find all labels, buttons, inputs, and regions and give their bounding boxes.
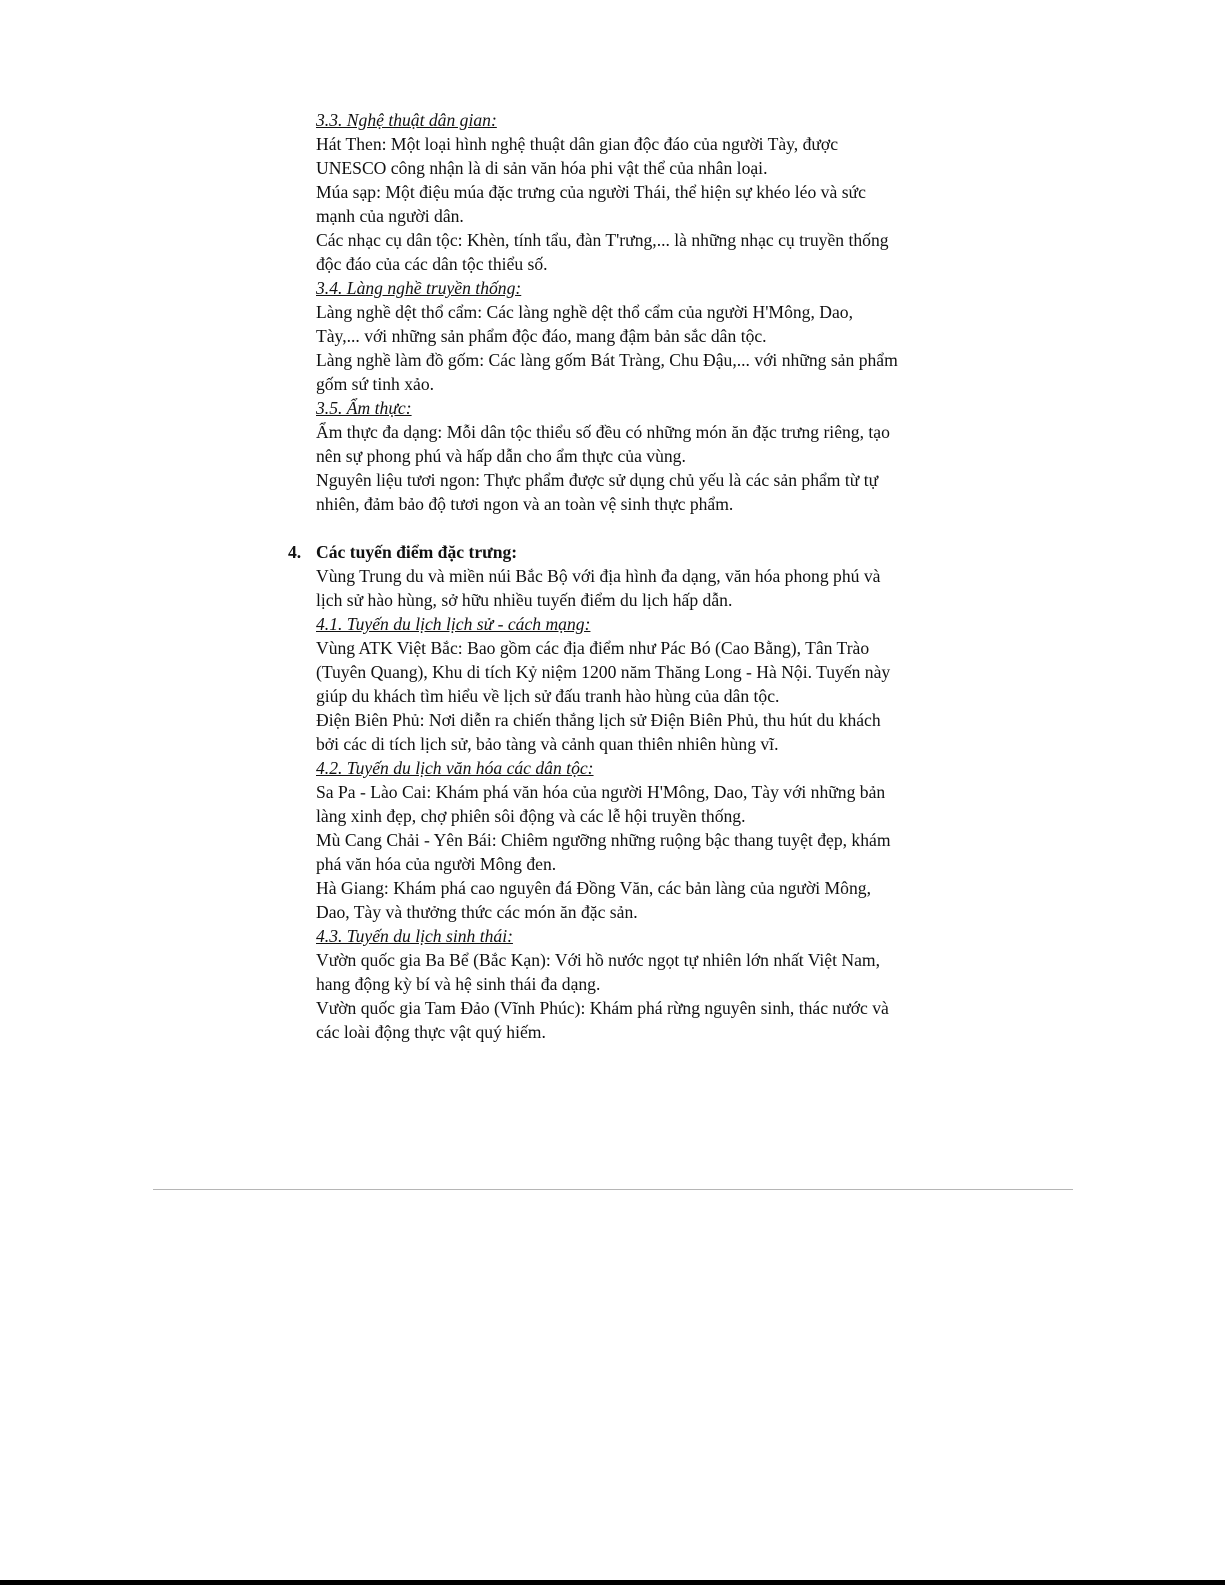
paragraph-line: làng xinh đẹp, chợ phiên sôi động và các lễ hội truyền thống. xyxy=(316,806,746,826)
paragraph-line: Điện Biên Phủ: Nơi diễn ra chiến thắng lịch sử Điện Biên Phủ, thu hút du khách xyxy=(316,710,881,730)
paragraph-line: Múa sạp: Một điệu múa đặc trưng của người Thái, thể hiện sự khéo léo và sức xyxy=(316,182,866,202)
paragraph-line: Hát Then: Một loại hình nghệ thuật dân gian độc đáo của người Tày, được xyxy=(316,134,839,154)
paragraph-line: Vùng Trung du và miền núi Bắc Bộ với địa hình đa dạng, văn hóa phong phú và xyxy=(316,566,881,586)
paragraph-line: Sa Pa - Lào Cai: Khám phá văn hóa của người H'Mông, Dao, Tày với những bản xyxy=(316,782,886,802)
subheading-4-1: 4.1. Tuyến du lịch lịch sử - cách mạng: xyxy=(316,614,591,634)
subheading-3-4: 3.4. Làng nghề truyền thống: xyxy=(316,278,522,298)
paragraph-line: gốm sứ tinh xảo. xyxy=(316,374,435,394)
paragraph-line: hang động kỳ bí và hệ sinh thái đa dạng. xyxy=(316,974,601,994)
paragraph-line: lịch sử hào hùng, sở hữu nhiều tuyến điểm du lịch hấp dẫn. xyxy=(316,590,733,610)
paragraph-line: mạnh của người dân. xyxy=(316,206,464,226)
subheading-3-5: 3.5. Ẩm thực: xyxy=(316,398,412,418)
section-number: 4. xyxy=(288,542,302,562)
paragraph-line: bởi các di tích lịch sử, bảo tàng và cảnh quan thiên nhiên hùng vĩ. xyxy=(316,734,779,754)
paragraph-line: UNESCO công nhận là di sản văn hóa phi vật thể của nhân loại. xyxy=(316,158,768,178)
paragraph-line: độc đáo của các dân tộc thiểu số. xyxy=(316,254,548,274)
paragraph-line: Các nhạc cụ dân tộc: Khèn, tính tẩu, đàn T'rưng,... là những nhạc cụ truyền thống xyxy=(316,230,889,250)
paragraph-line: phá văn hóa của người Mông đen. xyxy=(316,854,557,874)
paragraph-line: nhiên, đảm bảo độ tươi ngon và an toàn vệ sinh thực phẩm. xyxy=(316,494,734,514)
paragraph-line: Hà Giang: Khám phá cao nguyên đá Đồng Văn, các bản làng của người Mông, xyxy=(316,878,871,898)
paragraph-line: Nguyên liệu tươi ngon: Thực phẩm được sử dụng chủ yếu là các sản phẩm từ tự xyxy=(316,470,879,490)
page-divider xyxy=(153,1189,1073,1190)
subheading-3-3: 3.3. Nghệ thuật dân gian: xyxy=(316,110,497,130)
paragraph-line: Vườn quốc gia Tam Đảo (Vĩnh Phúc): Khám phá rừng nguyên sinh, thác nước và xyxy=(316,998,889,1018)
paragraph-line: Làng nghề dệt thổ cẩm: Các làng nghề dệt thổ cẩm của người H'Mông, Dao, xyxy=(316,302,853,322)
paragraph-line: Vùng ATK Việt Bắc: Bao gồm các địa điểm như Pác Bó (Cao Bằng), Tân Trào xyxy=(316,638,870,658)
section-title: Các tuyến điểm đặc trưng: xyxy=(316,542,518,562)
section-heading-4 xyxy=(288,540,976,564)
paragraph-line: Dao, Tày và thưởng thức các món ăn đặc sản. xyxy=(316,902,638,922)
paragraph-line: các loài động thực vật quý hiếm. xyxy=(316,1022,546,1042)
paragraph-line: Tày,... với những sản phẩm độc đáo, mang đậm bản sắc dân tộc. xyxy=(316,326,767,346)
paragraph-line: Vườn quốc gia Ba Bể (Bắc Kạn): Với hồ nước ngọt tự nhiên lớn nhất Việt Nam, xyxy=(316,950,880,970)
subheading-4-2: 4.2. Tuyến du lịch văn hóa các dân tộc: xyxy=(316,758,594,778)
paragraph-line: Mù Cang Chải - Yên Bái: Chiêm ngưỡng những ruộng bậc thang tuyệt đẹp, khám xyxy=(316,830,891,850)
paragraph-line: (Tuyên Quang), Khu di tích Kỷ niệm 1200 năm Thăng Long - Hà Nội. Tuyến này xyxy=(316,662,891,682)
paragraph-line: nên sự phong phú và hấp dẫn cho ẩm thực của vùng. xyxy=(316,446,686,466)
document-body xyxy=(288,108,976,1044)
page-bottom-edge xyxy=(0,1580,1225,1585)
paragraph-line: giúp du khách tìm hiểu về lịch sử đấu tranh hào hùng của dân tộc. xyxy=(316,686,780,706)
subheading-4-3: 4.3. Tuyến du lịch sinh thái: xyxy=(316,926,513,946)
paragraph-line: Làng nghề làm đồ gốm: Các làng gốm Bát Tràng, Chu Đậu,... với những sản phẩm xyxy=(316,350,898,370)
paragraph-line: Ẩm thực đa dạng: Mỗi dân tộc thiểu số đều có những món ăn đặc trưng riêng, tạo xyxy=(316,422,890,442)
